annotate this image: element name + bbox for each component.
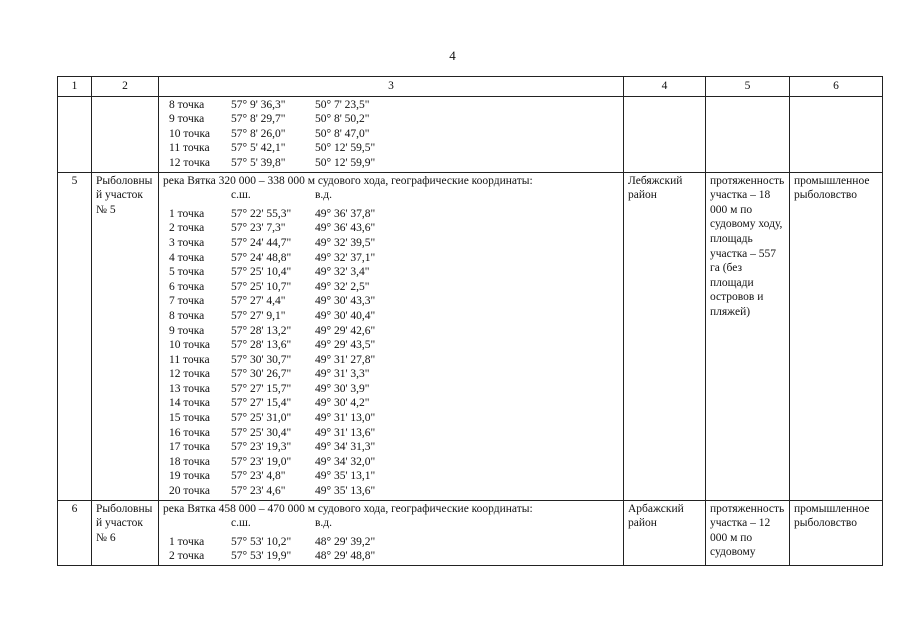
latitude: 57° 27' 9,1" (231, 309, 286, 322)
coordinate-row (163, 236, 619, 251)
latitude: 57° 25' 31,0" (231, 412, 292, 425)
latitude: 57° 27' 15,7" (231, 382, 292, 395)
latitude: 57° 9' 36,3" (231, 98, 286, 111)
coordinate-row (163, 221, 619, 236)
row-number: 5 (58, 172, 92, 500)
area-name: Рыболовный участок № 5 (92, 172, 159, 500)
coordinate-row (163, 207, 619, 222)
coordinate-row (163, 294, 619, 309)
point-label: 10 точка (169, 339, 211, 352)
longitude: 49° 36' 37,8" (315, 207, 376, 220)
longitude: 49° 30' 43,3" (315, 295, 376, 308)
longitude: 49° 30' 3,9" (315, 382, 370, 395)
point-label: 4 точка (169, 251, 205, 264)
point-label: 12 точка (169, 156, 211, 169)
latitude: 57° 23' 4,8" (231, 470, 286, 483)
column-header: 1 (58, 77, 92, 97)
latitude: 57° 24' 48,8" (231, 251, 292, 264)
longitude: 50° 8' 47,0" (315, 127, 370, 140)
longitude: 50° 12' 59,9" (315, 156, 376, 169)
coordinate-header (163, 516, 619, 531)
longitude: 49° 35' 13,6" (315, 485, 376, 498)
longitude: 49° 29' 43,5" (315, 339, 376, 352)
area-purpose: промышленное рыболовство (790, 500, 883, 565)
coordinate-row (163, 156, 619, 171)
area-purpose: промышленное рыболовство (790, 172, 883, 500)
coordinate-row (163, 382, 619, 397)
longitude: 49° 34' 32,0" (315, 455, 376, 468)
table-row (58, 172, 883, 500)
district: Арбажский район (624, 500, 706, 565)
coordinate-header (163, 188, 619, 203)
longitude: 49° 30' 4,2" (315, 397, 370, 410)
longitude: 48° 29' 39,2" (315, 535, 376, 548)
coordinate-row (163, 324, 619, 339)
latitude: 57° 53' 10,2" (231, 535, 292, 548)
point-label: 2 точка (169, 222, 205, 235)
coordinates-cell (159, 500, 624, 565)
point-label: 18 точка (169, 455, 211, 468)
coordinate-row (163, 309, 619, 324)
area-extent: протяженность участка – 18 000 м по судовому ходу, площадь участка – 557 га (без площади островов и пляжей) (706, 172, 790, 500)
longitude: 50° 12' 59,5" (315, 142, 376, 155)
point-label: 3 точка (169, 236, 205, 249)
district: Лебяжский район (624, 172, 706, 500)
coordinate-row (163, 535, 619, 550)
coordinates-cell (159, 96, 624, 172)
table-header-row (58, 77, 883, 97)
coordinate-row (163, 112, 619, 127)
latitude: 57° 30' 26,7" (231, 368, 292, 381)
latitude: 57° 23' 19,0" (231, 455, 292, 468)
point-label: 5 точка (169, 266, 205, 279)
point-label: 12 точка (169, 368, 211, 381)
longitude: 49° 36' 43,6" (315, 222, 376, 235)
coordinate-row (163, 98, 619, 113)
latitude: 57° 28' 13,6" (231, 339, 292, 352)
latitude: 57° 23' 4,6" (231, 485, 286, 498)
coordinate-row (163, 469, 619, 484)
point-label: 13 точка (169, 382, 211, 395)
coordinates-cell (159, 172, 624, 500)
longitude: 49° 31' 13,0" (315, 412, 376, 425)
column-header: 2 (92, 77, 159, 97)
longitude: 48° 29' 48,8" (315, 550, 376, 563)
coordinate-row (163, 367, 619, 382)
row-number: 6 (58, 500, 92, 565)
longitude: 49° 31' 13,6" (315, 426, 376, 439)
latitude: 57° 25' 30,4" (231, 426, 292, 439)
point-label: 1 точка (169, 535, 205, 548)
coordinate-row (163, 440, 619, 455)
latitude: 57° 30' 30,7" (231, 353, 292, 366)
column-header: 3 (159, 77, 624, 97)
point-label: 17 точка (169, 441, 211, 454)
point-label: 6 точка (169, 280, 205, 293)
longitude: 49° 32' 2,5" (315, 280, 370, 293)
point-label: 10 точка (169, 127, 211, 140)
latitude: 57° 23' 7,3" (231, 222, 286, 235)
point-label: 9 точка (169, 113, 205, 126)
latitude-header: с.ш. (231, 517, 251, 530)
coordinate-row (163, 353, 619, 368)
latitude: 57° 27' 4,4" (231, 295, 286, 308)
coordinate-row (163, 338, 619, 353)
longitude: 49° 32' 37,1" (315, 251, 376, 264)
fishing-areas-table (57, 76, 883, 566)
point-label: 9 точка (169, 324, 205, 337)
longitude: 49° 31' 3,3" (315, 368, 370, 381)
coordinate-row (163, 251, 619, 266)
area-extent: протяженность участка – 12 000 м по судовому (706, 500, 790, 565)
latitude: 57° 5' 39,8" (231, 156, 286, 169)
table-row (58, 96, 883, 172)
area-description: река Вятка 320 000 – 338 000 м судового хода, географические координаты: (163, 174, 533, 187)
point-label: 19 точка (169, 470, 211, 483)
coordinate-row (163, 549, 619, 564)
latitude-header: с.ш. (231, 189, 251, 202)
latitude: 57° 8' 26,0" (231, 127, 286, 140)
point-label: 1 точка (169, 207, 205, 220)
point-label: 16 точка (169, 426, 211, 439)
latitude: 57° 22' 55,3" (231, 207, 292, 220)
longitude: 49° 29' 42,6" (315, 324, 376, 337)
point-label: 15 точка (169, 412, 211, 425)
longitude: 49° 30' 40,4" (315, 309, 376, 322)
point-label: 11 точка (169, 353, 210, 366)
longitude: 49° 35' 13,1" (315, 470, 376, 483)
longitude: 49° 31' 27,8" (315, 353, 376, 366)
latitude: 57° 23' 19,3" (231, 441, 292, 454)
latitude: 57° 53' 19,9" (231, 550, 292, 563)
longitude: 50° 8' 50,2" (315, 113, 370, 126)
table-row (58, 500, 883, 565)
point-label: 8 точка (169, 98, 205, 111)
latitude: 57° 25' 10,7" (231, 280, 292, 293)
longitude: 49° 32' 39,5" (315, 236, 376, 249)
point-label: 8 точка (169, 309, 205, 322)
column-header: 6 (790, 77, 883, 97)
coordinate-row (163, 265, 619, 280)
latitude: 57° 5' 42,1" (231, 142, 286, 155)
point-label: 7 точка (169, 295, 205, 308)
longitude: 49° 34' 31,3" (315, 441, 376, 454)
longitude-header: в.д. (315, 517, 333, 530)
page-number: 4 (449, 48, 456, 63)
coordinate-row (163, 455, 619, 470)
coordinate-row (163, 127, 619, 142)
coordinate-row (163, 141, 619, 156)
column-header: 5 (706, 77, 790, 97)
latitude: 57° 27' 15,4" (231, 397, 292, 410)
longitude-header: в.д. (315, 189, 333, 202)
latitude: 57° 24' 44,7" (231, 236, 292, 249)
coordinate-row (163, 484, 619, 499)
longitude: 50° 7' 23,5" (315, 98, 370, 111)
point-label: 2 точка (169, 550, 205, 563)
coordinate-row (163, 426, 619, 441)
point-label: 11 точка (169, 142, 210, 155)
column-header: 4 (624, 77, 706, 97)
latitude: 57° 28' 13,2" (231, 324, 292, 337)
longitude: 49° 32' 3,4" (315, 266, 370, 279)
coordinate-row (163, 396, 619, 411)
area-name: Рыболовный участок № 6 (92, 500, 159, 565)
point-label: 14 точка (169, 397, 211, 410)
point-label: 20 точка (169, 485, 211, 498)
latitude: 57° 8' 29,7" (231, 113, 286, 126)
coordinate-row (163, 411, 619, 426)
latitude: 57° 25' 10,4" (231, 266, 292, 279)
area-description: река Вятка 458 000 – 470 000 м судового хода, географические координаты: (163, 502, 533, 515)
coordinate-row (163, 280, 619, 295)
